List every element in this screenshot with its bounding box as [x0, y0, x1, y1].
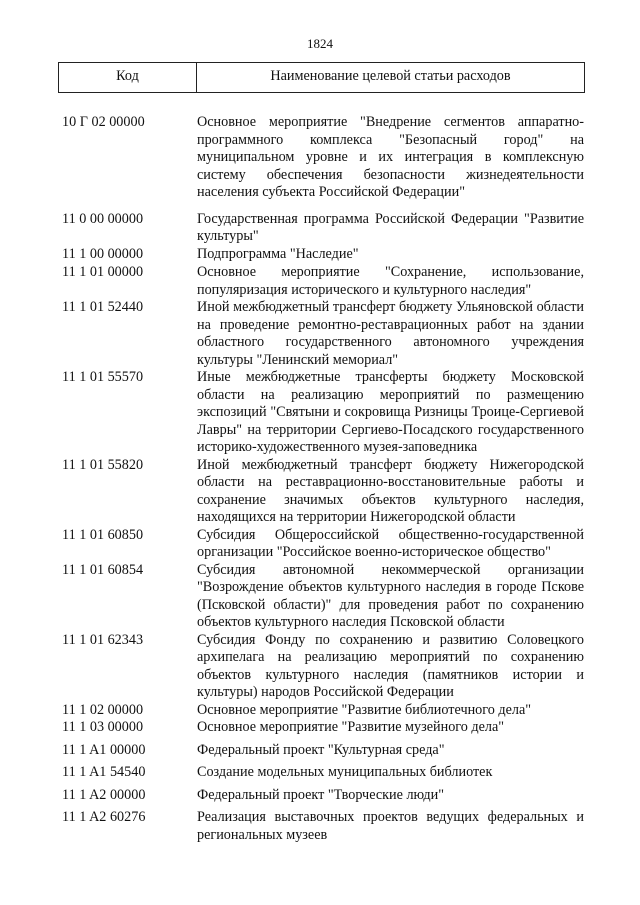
row-code: 11 1 01 55820: [62, 456, 144, 473]
table-row: [62, 719, 584, 737]
row-code: 11 1 A2 00000: [62, 786, 146, 803]
table-row: [62, 299, 584, 369]
row-name: Создание модельных муниципальных библиотек: [197, 764, 493, 780]
table-row: [62, 702, 584, 720]
row-code: 11 1 01 00000: [62, 264, 144, 280]
table-row: [62, 457, 584, 527]
table-row: [62, 211, 584, 246]
table-row: [62, 562, 584, 632]
table-row: [62, 114, 584, 202]
row-name: Государственная программа Российской Федерации "Развитие культуры": [197, 210, 584, 244]
table-body: [62, 114, 584, 844]
header-name: Наименование целевой статьи расходов: [270, 68, 511, 84]
row-code: 11 1 00 00000: [62, 245, 144, 262]
table-header: [58, 62, 585, 93]
row-name: Основное мероприятие "Внедрение сегментов аппаратно-программного комплекса "Безопасный город" на муниципальном уровне и их интеграция в комплексную систему обеспечения безопасности жизнедеятельности населения субъекта Российской Федерации": [197, 114, 584, 200]
row-name: Субсидия автономной некоммерческой организации "Возрождение объектов культурного наследия в городе Пскове (Псковской области)" для проведения работ по сохранению объектов культурного наследия Псковской области: [197, 561, 584, 630]
row-name: Иной межбюджетный трансферт бюджету Ульяновской области на проведение ремонтно-реставрационных работ на здании областного государственного автономного учреждения культуры "Ленинский мемориал": [197, 299, 584, 368]
row-code: 11 1 01 55570: [62, 369, 144, 385]
row-code: 11 1 01 60850: [62, 526, 144, 543]
table-row: [62, 246, 584, 264]
row-name: Субсидия Фонду по сохранению и развитию Соловецкого архипелага на реализацию мероприятий по сохранению объектов культурного наследия (памятников истории и культуры) народов Российской Федерации: [197, 631, 584, 700]
table-row: [62, 369, 584, 457]
row-code: 10 Г 02 00000: [62, 114, 145, 130]
table-row: [62, 632, 584, 702]
row-code: 11 1 01 52440: [62, 299, 144, 315]
row-name: Субсидия Общероссийской общественно-государственной организации "Российское военно-историческое общество": [197, 526, 584, 560]
table-row: [62, 809, 584, 844]
table-row: [62, 264, 584, 299]
row-code: 11 1 03 00000: [62, 719, 144, 735]
row-name: Реализация выставочных проектов ведущих федеральных и региональных музеев: [197, 809, 584, 843]
row-name: Основное мероприятие "Развитие библиотечного дела": [197, 701, 532, 718]
table-row: [62, 787, 584, 805]
row-code: 11 0 00 00000: [62, 210, 144, 227]
row-name: Иные межбюджетные трансферты бюджету Московской области на реализацию мероприятий по размещению экспозиций "Святыни и сокровища Ризницы Троице-Сергиевой Лавры" на территории Сергиево-Посадского государственного историко-художественного музея-заповедника: [197, 369, 584, 455]
row-name: Подпрограмма "Наследие": [197, 245, 359, 262]
table-row: [62, 764, 584, 782]
row-code: 11 1 A1 00000: [62, 741, 146, 758]
row-code: 11 1 A1 54540: [62, 764, 146, 780]
row-code: 11 1 A2 60276: [62, 809, 146, 825]
row-code: 11 1 01 60854: [62, 561, 144, 578]
row-name: Иной межбюджетный трансферт бюджету Нижегородской области на реставрационно-восстановительные работы и сохранение значимых объектов культурного наследия, находящихся на территории Нижегородской области: [197, 456, 584, 525]
table-row: [62, 742, 584, 760]
row-name: Федеральный проект "Культурная среда": [197, 741, 445, 758]
table-row: [62, 527, 584, 562]
row-code: 11 1 01 62343: [62, 631, 144, 648]
row-name: Федеральный проект "Творческие люди": [197, 786, 445, 803]
header-code: Код: [59, 63, 197, 92]
row-code: 11 1 02 00000: [62, 701, 144, 718]
page-number: 1824: [307, 36, 333, 51]
row-name: Основное мероприятие "Сохранение, использование, популяризация исторического и культурного наследия": [197, 264, 584, 298]
row-name: Основное мероприятие "Развитие музейного дела": [197, 719, 505, 735]
